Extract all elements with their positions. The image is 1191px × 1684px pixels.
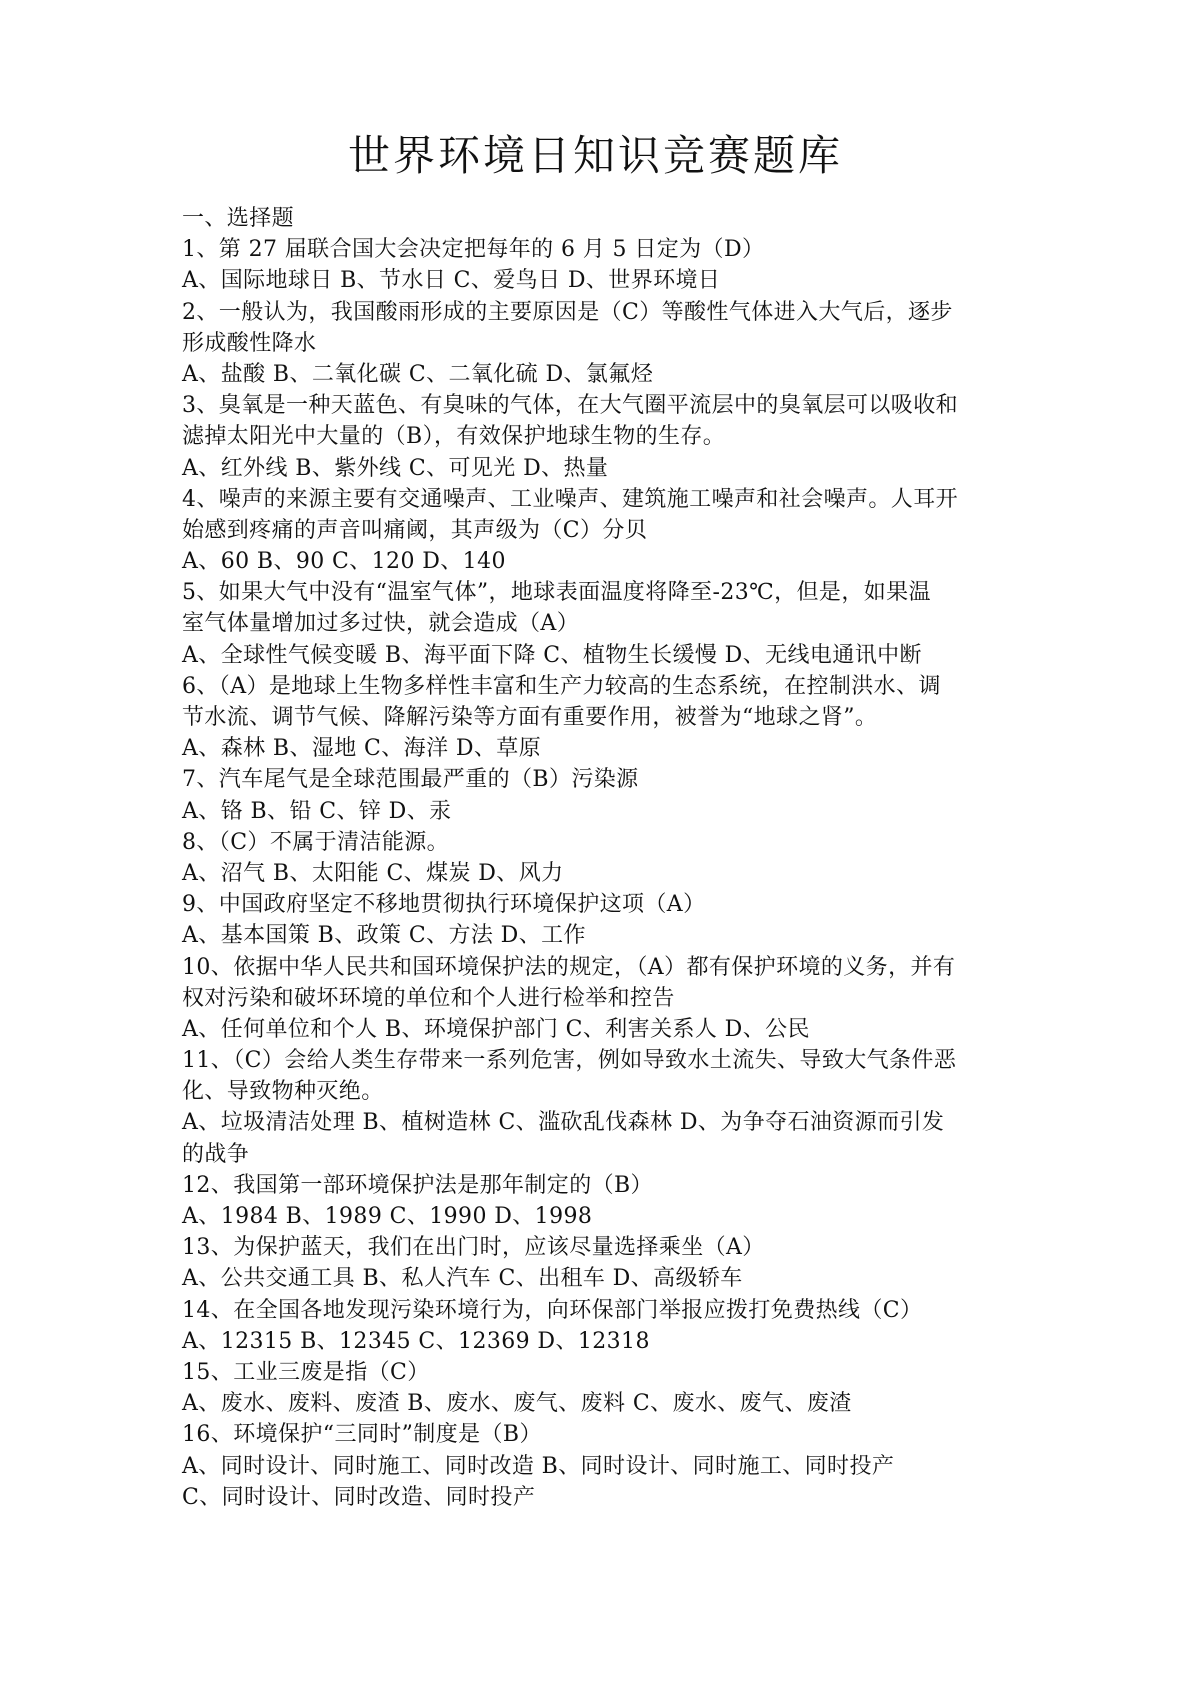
question-13: 13、为保护蓝天，我们在出门时，应该尽量选择乘坐（A） — [182, 1235, 765, 1261]
options-5: A、全球性气候变暖 B、海平面下降 C、植物生长缓慢 D、无线电通讯中断 — [182, 642, 922, 668]
options-2: A、盐酸 B、二氧化碳 C、二氧化硫 D、氯氟烃 — [182, 361, 654, 387]
question-6-cont: 节水流、调节气候、降解污染等方面有重要作用，被誉为“地球之肾”。 — [182, 705, 878, 730]
question-11: 11、（C）会给人类生存带来一系列危害，例如导致水土流失、导致大气条件恶 — [182, 1048, 957, 1074]
options-9: A、基本国策 B、政策 C、方法 D、工作 — [182, 923, 586, 949]
question-10: 10、依据中华人民共和国环境保护法的规定，（A）都有保护环境的义务，并有 — [182, 954, 956, 980]
question-6: 6、（A）是地球上生物多样性丰富和生产力较高的生态系统，在控制洪水、调 — [182, 673, 941, 699]
question-10-cont: 权对污染和破坏环境的单位和个人进行检举和控告 — [182, 985, 675, 1011]
question-5: 5、如果大气中没有“温室气体”，地球表面温度将降至-23℃，但是，如果温 — [182, 580, 931, 606]
options-7: A、铬 B、铅 C、锌 D、汞 — [182, 798, 452, 824]
question-15: 15、工业三废是指（C） — [182, 1359, 430, 1385]
section-heading: 一、选择题 — [182, 206, 295, 231]
options-13: A、公共交通工具 B、私人汽车 C、出租车 D、高级轿车 — [182, 1266, 743, 1292]
question-3: 3、臭氧是一种天蓝色、有臭味的气体，在大气圈平流层中的臭氧层可以吸收和 — [182, 393, 958, 419]
question-16: 16、环境保护“三同时”制度是（B） — [182, 1422, 542, 1448]
options-11: A、垃圾清洁处理 B、植树造林 C、滥砍乱伐森林 D、为争夺石油资源而引发 — [182, 1110, 945, 1136]
options-10: A、任何单位和个人 B、环境保护部门 C、利害关系人 D、公民 — [182, 1016, 810, 1042]
options-14: A、12315 B、12345 C、12369 D、12318 — [182, 1328, 650, 1354]
question-14: 14、在全国各地发现污染环境行为，向环保部门举报应拨打免费热线（C） — [182, 1297, 923, 1323]
options-16: A、同时设计、同时施工、同时改造 B、同时设计、同时施工、同时投产 — [182, 1453, 895, 1479]
options-12: A、1984 B、1989 C、1990 D、1998 — [182, 1204, 593, 1229]
options-4: A、60 B、90 C、120 D、140 — [182, 549, 506, 575]
question-1: 1、第 27 届联合国大会决定把每年的 6 月 5 日定为（D） — [182, 237, 765, 263]
question-7: 7、汽车尾气是全球范围最严重的（B）污染源 — [182, 767, 639, 793]
question-5-cont: 室气体量增加过多过快，就会造成（A） — [182, 611, 580, 637]
options-15: A、废水、废料、废渣 B、废水、废气、废料 C、废水、废气、废渣 — [182, 1391, 852, 1417]
question-4-cont: 始感到疼痛的声音叫痛阈，其声级为（C）分贝 — [182, 517, 648, 543]
question-list — [182, 203, 1022, 1513]
page-title: 世界环境日知识竞赛题库 — [347, 131, 843, 180]
options-6: A、森林 B、湿地 C、海洋 D、草原 — [182, 736, 542, 762]
question-2-cont: 形成酸性降水 — [182, 330, 317, 356]
question-3-cont: 滤掉太阳光中大量的（B），有效保护地球生物的生存。 — [182, 424, 726, 450]
options-8: A、沼气 B、太阳能 C、煤炭 D、风力 — [182, 860, 564, 886]
options-11-cont: 的战争 — [182, 1141, 250, 1167]
options-16-cont: C、同时设计、同时改造、同时投产 — [182, 1484, 536, 1510]
question-11-cont: 化、导致物种灭绝。 — [182, 1079, 384, 1105]
question-4: 4、噪声的来源主要有交通噪声、工业噪声、建筑施工噪声和社会噪声。人耳开 — [182, 486, 958, 512]
question-2: 2、一般认为，我国酸雨形成的主要原因是（C）等酸性气体进入大气后，逐步 — [182, 299, 953, 325]
question-12: 12、我国第一部环境保护法是那年制定的（B） — [182, 1172, 653, 1198]
options-1: A、国际地球日 B、节水日 C、爱鸟日 D、世界环境日 — [182, 268, 721, 294]
options-3: A、红外线 B、紫外线 C、可见光 D、热量 — [182, 455, 609, 481]
question-8: 8、（C）不属于清洁能源。 — [182, 829, 450, 855]
question-9: 9、中国政府坚定不移地贯彻执行环境保护这项（A） — [182, 892, 706, 918]
